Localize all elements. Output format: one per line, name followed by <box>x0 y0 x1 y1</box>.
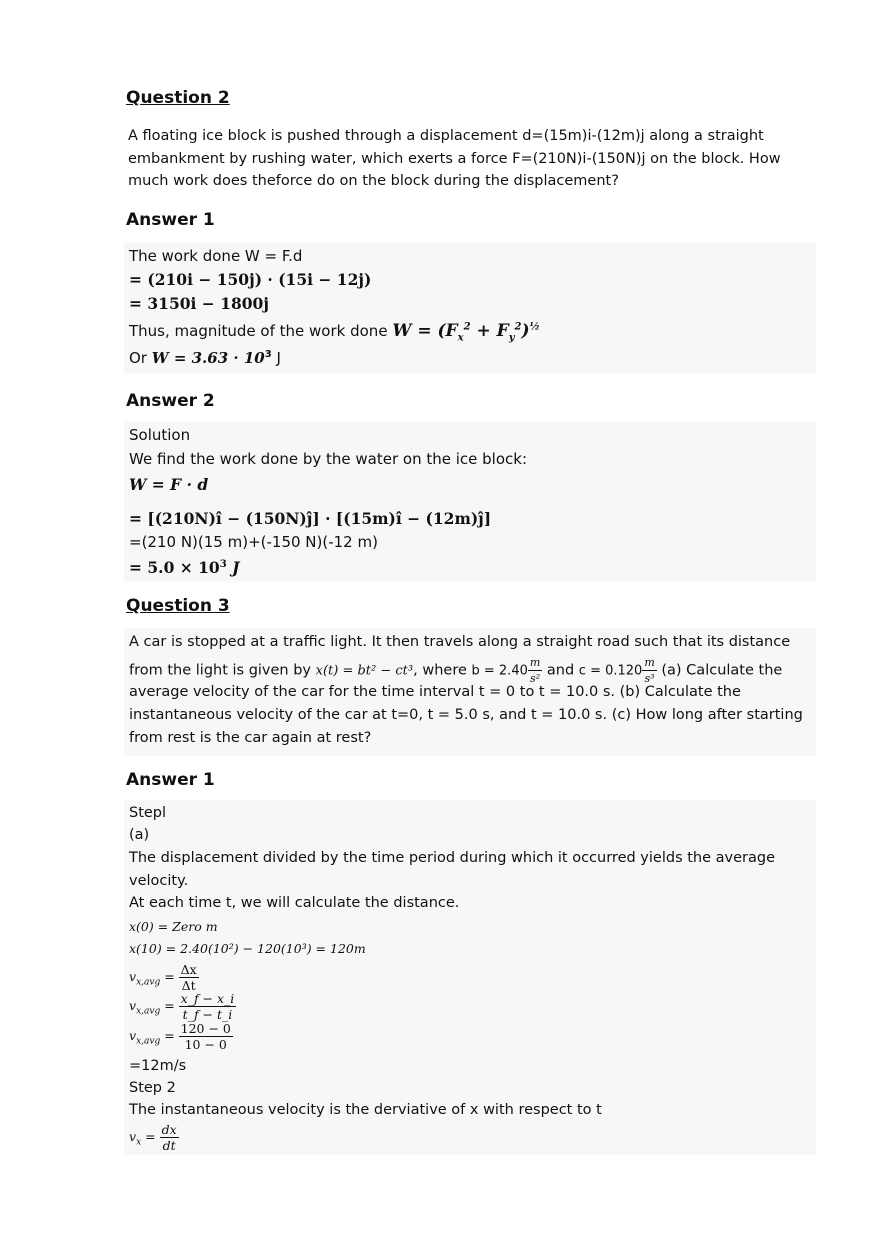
answer-1-line-4 <box>129 321 540 343</box>
question-3-line-2d: (a) Calculate the <box>661 662 783 679</box>
answer-1-line-5-prefix: Or <box>129 349 147 367</box>
answer-1-line-2: = (210i − 150j) · (15i − 12j) <box>129 270 372 289</box>
answer-1-line-4-text: Thus, magnitude of the work done <box>129 322 388 340</box>
fraction-3-den: 10 − 0 <box>184 1037 227 1052</box>
question-3-line-4: instantaneous velocity of the car at t=0, t = 5.0 s, and t = 10.0 s. (c) How long after starting <box>129 707 803 723</box>
b-unit-num: m <box>529 656 541 669</box>
vavg-sub-3: x,avg <box>136 1036 161 1047</box>
question-3-line-3: average velocity of the car for the time interval t = 0 to t = 10.0 s. (b) Calculate the <box>129 684 741 700</box>
answer-3-heading: Answer 1 <box>126 770 215 790</box>
fraction-1 <box>179 962 199 993</box>
part-a-label: (a) <box>129 827 150 843</box>
vavg-sub-1: x,avg <box>136 977 161 988</box>
fraction-3 <box>179 1021 233 1052</box>
vavg-label-2: v <box>129 998 137 1013</box>
answer-3-para-2: velocity. <box>129 873 189 889</box>
answer-2-result: = 5.0 × 10 <box>129 558 220 577</box>
velocity-formula-1: $v_{x,avg}$ = $\frac{\Delta x}{\Delta t}$ <box>129 962 197 993</box>
c-unit-num: m <box>644 656 655 669</box>
c-value: c = 0.120 <box>578 663 643 679</box>
velocity-formula-2: $v_{x,avg}$ = $\frac{x\_f - x\_i}{t\_f - t\_i}$ <box>129 991 235 1022</box>
fraction-2-num: x_f − x_i <box>180 991 235 1006</box>
answer-2-line-5: =(210 N)(15 m)+(-150 N)(-12 m) <box>129 533 378 551</box>
answer-1-line-3: = 3150i − 1800j <box>129 294 269 313</box>
b-unit-den: s² <box>530 672 541 685</box>
vx-sub: x <box>136 1137 142 1148</box>
vavg-sub-2: x,avg <box>136 1006 161 1017</box>
answer-2-line-4: = [(210N)î − (150N)ĵ] · [(15m)î − (12m)ĵ] <box>129 509 492 528</box>
answer-2-line-6 <box>129 558 239 577</box>
x0-equation: x(0) = Zero m <box>129 919 218 934</box>
answer-1-unit: J <box>276 349 281 367</box>
answer-2-line-3: W = F · d <box>129 475 209 494</box>
question-3-heading: Question 3 <box>126 596 230 616</box>
question-3-line-1: A car is stopped at a traffic light. It then travels along a straight road such that its distance <box>129 634 791 650</box>
answer-2-line-2: We find the work done by the water on the ice block: <box>129 450 528 468</box>
vavg-label-3: v <box>129 1028 137 1043</box>
answer-2-unit: J <box>232 558 240 577</box>
answer-1-heading: Answer 1 <box>126 210 215 230</box>
answer-1-line-5 <box>129 349 281 367</box>
vx-label: v <box>129 1129 137 1144</box>
work-magnitude-open: W = (F <box>392 321 458 341</box>
step-2-label: Step 2 <box>129 1080 176 1096</box>
answer-1-line-5-math: W = 3.63 · 10 <box>151 349 265 367</box>
answer-1-line-4-math: $W = (F_x^2 + F_y^2)^{\frac{1}{2}}$ <box>392 321 540 344</box>
derivative-fraction <box>160 1122 179 1153</box>
b-unit-fraction <box>528 655 542 686</box>
fraction-3-num: 120 − 0 <box>180 1021 231 1036</box>
step-1-label: Stepl <box>129 805 167 821</box>
answer-3-para-1: The displacement divided by the time period during which it occurred yields the average <box>129 850 775 866</box>
fraction-1-num: Δx <box>180 962 197 977</box>
c-unit-fraction <box>642 655 656 686</box>
answer-3-para-4: The instantaneous velocity is the derviative of x with respect to t <box>129 1102 602 1118</box>
b-value: b = 2.40 <box>471 663 528 679</box>
fraction-2-den: t_f − t_i <box>182 1007 233 1022</box>
average-velocity-result: =12m/s <box>129 1058 187 1074</box>
fraction-1-den: Δt <box>181 978 196 993</box>
question-3-line-2b: , where <box>413 662 467 679</box>
derivative-num: dx <box>161 1122 177 1137</box>
answer-1-exponent: 3 <box>264 349 272 360</box>
position-equation: x(t) = bt² − ct³ <box>315 663 414 679</box>
answer-1-line-1: The work done W = F.d <box>129 247 303 265</box>
question-3-line-2a: from the light is given by <box>129 662 312 679</box>
derivative-den: dt <box>162 1138 176 1153</box>
question-2-text: A floating ice block is pushed through a displacement d=(15m)i-(12m)j along a straight embankment by rushing water, which exerts a force F=(210N)i-(150N)j on the block. How much work does theforce do on the block during the displacement? <box>128 128 781 189</box>
answer-2-heading: Answer 2 <box>126 391 215 411</box>
vavg-label-1: v <box>129 969 137 984</box>
x10-equation: x(10) = 2.40(10²) − 120(10³) = 120m <box>129 941 366 956</box>
answer-2-exponent: 3 <box>219 558 227 570</box>
answer-3-para-3: At each time t, we will calculate the distance. <box>129 895 460 911</box>
instantaneous-velocity-formula: $v_x$ = $\frac{dx}{dt}$ <box>129 1122 177 1153</box>
answer-2-line-1: Solution <box>129 426 191 444</box>
question-3-line-5: from rest is the car again at rest? <box>129 730 372 746</box>
c-unit-den: s³ <box>644 672 655 685</box>
fraction-2 <box>179 991 237 1022</box>
question-3-line-2 <box>129 655 782 686</box>
question-2-heading: Question 2 <box>126 88 230 108</box>
velocity-formula-3: $v_{x,avg}$ = $\frac{120 - 0}{10 - 0}$ <box>129 1021 231 1052</box>
question-3-line-2c: and <box>546 662 575 679</box>
